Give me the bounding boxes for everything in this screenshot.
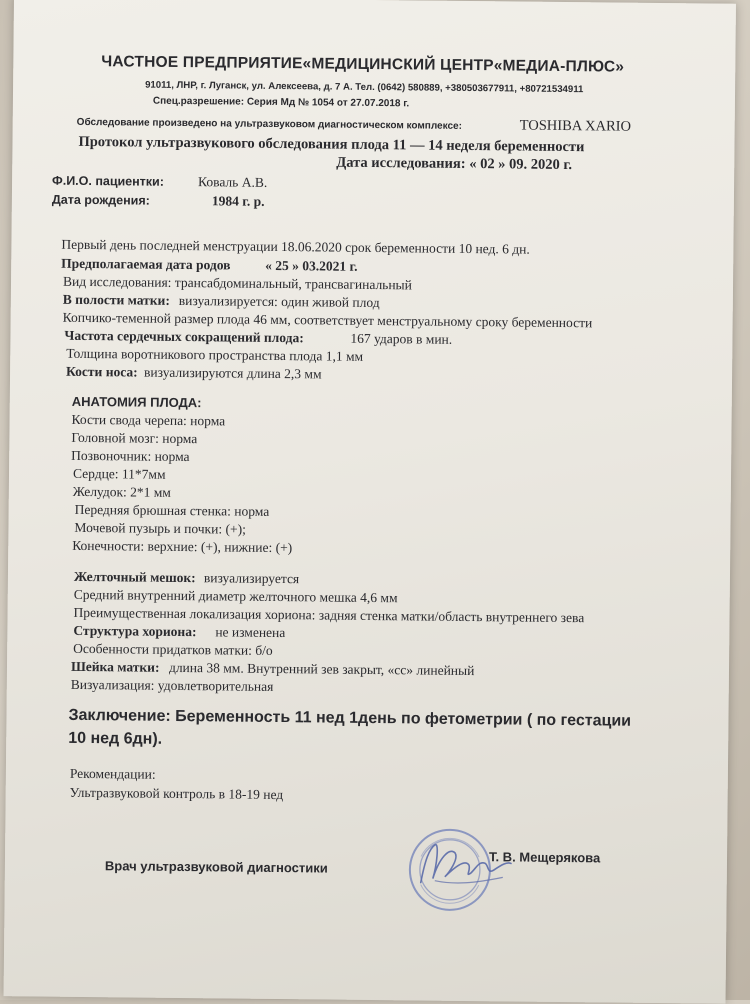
due-date-label: Предполагаемая дата родов [61,255,231,273]
conclusion-line-1: Заключение: Беременность 11 нед 1день по фетометрии ( по гестации [68,706,632,730]
anatomy-item: Головной мозг: норма [71,429,198,447]
anatomy-item: Сердце: 11*7мм [72,465,166,482]
doctor-title: Врач ультразвуковой диагностики [104,858,328,876]
nt-line: Толщина воротникового пространства плода 1,1 мм [66,345,364,364]
adnexa-line: Особенности придатков матки: б/о [73,640,273,658]
patient-name-value: Коваль А.В. [198,174,268,190]
crl-line: Копчико-теменной размер плода 46 мм, соответствует менструальному сроку беременности [62,309,593,331]
doctor-name: Т. В. Мещерякова [488,849,601,866]
patient-name-label: Ф.И.О. пациентки: [52,173,165,189]
visualization-line: Визуализация: удовлетворительная [70,676,274,694]
exam-method: Вид исследования: трансабдоминальный, трансвагинальный [62,273,412,293]
org-name: ЧАСТНОЕ ПРЕДПРИЯТИЕ«МЕДИЦИНСКИЙ ЦЕНТР«МЕДИА-ПЛЮС» [101,53,625,76]
yolk-sac-diameter: Средний внутренний диаметр желточного мешка 4,6 мм [73,586,398,606]
equipment-label: Обследование произведено на ультразвуковом диагностическом комплексе: [76,116,463,132]
document-sheet [4,0,736,1004]
uterus-value: визуализируется: один живой плод [178,292,380,311]
heart-rate-label: Частота сердечных сокращений плода: [64,327,304,346]
equipment-value: TOSHIBA XARIO [519,117,632,135]
anatomy-item: Позвоночник: норма [71,447,190,465]
due-date-value: « 25 » 03.2021 г. [265,257,358,274]
chorion-structure-value: не изменена [215,624,286,641]
anatomy-item: Передняя брюшная стенка: норма [74,501,270,519]
cervix-value: длина 38 мм. Внутренний зев закрыт, «сс» линейный [168,659,475,679]
conclusion-line-2: 10 нед 6дн). [68,729,163,748]
exam-date: Дата исследования: « 02 » 09. 2020 г. [336,154,573,174]
yolk-sac-value: визуализируется [203,570,300,587]
anatomy-item: Конечности: верхние: (+), нижние: (+) [72,537,293,556]
cervix-label: Шейка матки: [70,658,160,675]
recommendations-value: Ультразвуковой контроль в 18-19 нед [69,784,284,803]
uterus-label: В полости матки: [62,291,170,308]
org-address: 91011, ЛНР, г. Луганск, ул. Алексеева, д. 7 А. Тел. (0642) 580889, +380503677911, +80721534911 [145,79,584,96]
chorion-location: Преимущественная локализация хориона: задняя стенка матки/область внутреннего зева [73,604,585,626]
yolk-sac-label: Желточный мешок: [73,568,196,586]
doctor-signature [415,830,516,901]
anatomy-item: Кости свода черепа: норма [71,411,226,429]
nasal-bones-value: визуализируются длина 2,3 мм [144,364,322,382]
permit-number: Спец.разрешение: Серия Мд № 1054 от 27.07.2018 г. [152,95,410,110]
protocol-title: Протокол ультразвукового обследования плода 11 — 14 неделя беременности [78,133,585,156]
anatomy-title: АНАТОМИЯ ПЛОДА: [71,393,202,411]
nasal-bones-label: Кости носа: [66,363,138,380]
anatomy-item: Мочевой пузырь и почки: (+); [74,519,246,537]
patient-dob-label: Дата рождения: [51,192,150,208]
recommendations-label: Рекомендации: [69,765,156,782]
chorion-structure-label: Структура хориона: [73,622,197,640]
patient-dob-value: 1984 г. р. [211,193,265,209]
anatomy-item: Желудок: 2*1 мм [72,483,171,500]
lmp-line: Первый день последней менструации 18.06.2020 срок беременности 10 нед. 6 дн. [61,236,530,257]
heart-rate-value: 167 ударов в мин. [350,330,453,347]
